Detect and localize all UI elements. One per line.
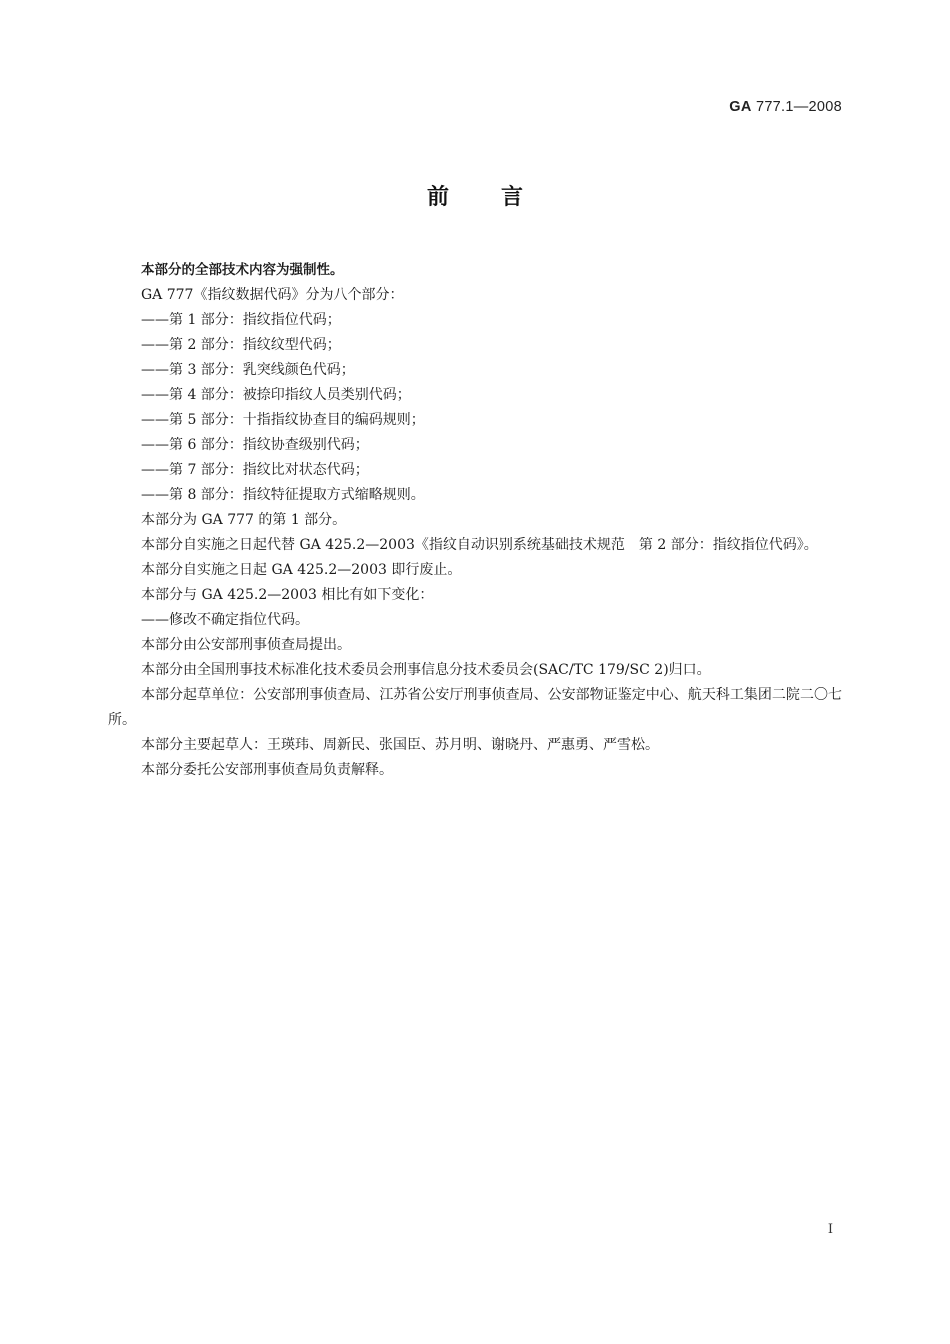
standard-code (729, 99, 842, 115)
page-title: 前言 (426, 185, 575, 210)
list-item: ——修改不确定指位代码。 (141, 612, 309, 628)
page-number: I (827, 1222, 833, 1237)
list-item: ——第 4 部分：被捺印指纹人员类别代码； (141, 387, 411, 403)
paragraph: 本部分由全国刑事技术标准化技术委员会刑事信息分技术委员会(SAC/TC 179/SC 2)归口。 (141, 662, 711, 678)
foreword-body (108, 258, 842, 783)
paragraph: 本部分委托公安部刑事侦查局负责解释。 (141, 762, 393, 778)
paragraph: 本部分自实施之日起 GA 425.2—2003 即行废止。 (141, 562, 462, 578)
list-item: ——第 7 部分：指纹比对状态代码； (141, 462, 369, 478)
list-item: ——第 8 部分：指纹特征提取方式缩略规则。 (141, 487, 425, 503)
paragraph: 本部分起草单位：公安部刑事侦查局、江苏省公安厅刑事侦查局、公安部物证鉴定中心、航天科工集团二院二〇七所。 (108, 687, 842, 728)
list-item: ——第 6 部分：指纹协查级别代码； (141, 437, 369, 453)
paragraph: 本部分自实施之日起代替 GA 425.2—2003《指纹自动识别系统基础技术规范 第 2 部分：指纹指位代码》。 (141, 537, 818, 553)
paragraph: 本部分为 GA 777 的第 1 部分。 (141, 512, 347, 528)
paragraph: 本部分的全部技术内容为强制性。 (141, 262, 344, 278)
paragraph: 本部分与 GA 425.2—2003 相比有如下变化： (141, 587, 434, 603)
paragraph: 本部分由公安部刑事侦查局提出。 (141, 637, 351, 653)
standard-prefix: GA (729, 99, 752, 115)
standard-number: 777.1—2008 (755, 99, 842, 115)
list-item: ——第 2 部分：指纹纹型代码； (141, 337, 341, 353)
list-item: ——第 1 部分：指纹指位代码； (141, 312, 341, 328)
paragraph: 本部分主要起草人：王瑛玮、周新民、张国臣、苏月明、谢晓丹、严惠勇、严雪松。 (141, 737, 659, 753)
list-item: ——第 5 部分：十指指纹协查目的编码规则； (141, 412, 425, 428)
paragraph: GA 777《指纹数据代码》分为八个部分： (141, 287, 404, 303)
list-item: ——第 3 部分：乳突线颜色代码； (141, 362, 355, 378)
